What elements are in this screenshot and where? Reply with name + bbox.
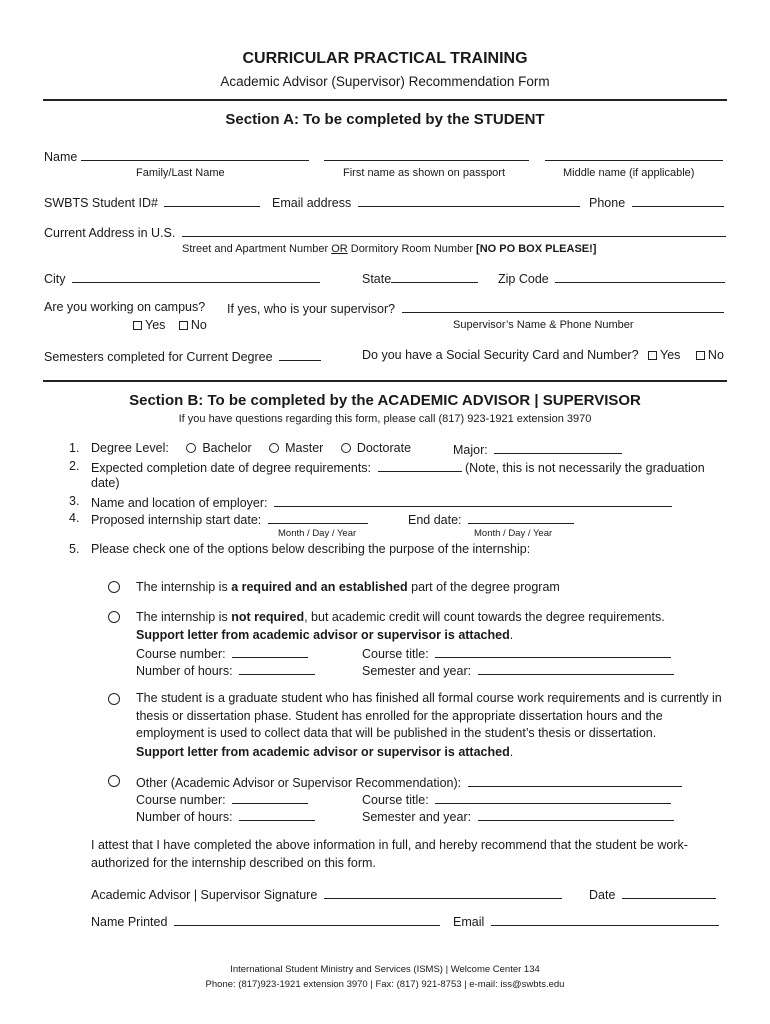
- q3-number: 3.: [69, 494, 80, 508]
- zip-row: [498, 270, 725, 286]
- opt4-course-number-field[interactable]: [232, 791, 308, 804]
- first-name-field[interactable]: [324, 148, 529, 161]
- q4-number: 4.: [69, 511, 80, 525]
- doctorate-radio[interactable]: [341, 443, 351, 453]
- option-required-radio[interactable]: [108, 581, 120, 593]
- city-label: City: [44, 272, 66, 286]
- address-label: Current Address in U.S.: [44, 226, 176, 240]
- completion-note-cont: date): [91, 476, 120, 490]
- major-field[interactable]: [494, 441, 622, 454]
- phone-label: Phone: [589, 196, 626, 210]
- campus-options: [133, 318, 207, 332]
- end-date-row: [408, 511, 574, 527]
- option-graduate-radio[interactable]: [108, 693, 120, 705]
- student-id-field[interactable]: [164, 194, 260, 207]
- footer-contact: Phone: (817)923-1921 extension 3970 | Fax: (817) 921-8753 | e-mail: iss@swbts.edu: [205, 979, 565, 990]
- start-date-hint: Month / Day / Year: [278, 528, 357, 539]
- contact-note: If you have questions regarding this form, please call (817) 923-1921 extension 3970: [178, 413, 592, 425]
- student-id-label: SWBTS Student ID#: [44, 196, 158, 210]
- name-printed-row: [91, 913, 440, 929]
- opt4-course-number-row: Course number:: [136, 791, 308, 807]
- option-not-required-text: The internship is not required, but academic credit will count towards the degree requirements.: [136, 610, 665, 624]
- address-row: [44, 224, 726, 240]
- divider: [43, 380, 727, 382]
- state-row: [362, 270, 478, 286]
- option-graduate-text: The student is a graduate student who has finished all formal course work requirements and is currently in thesis or dissertation phase. Student has enrolled for the appropriate dissertation hours and the employment is used to collect data that will be published in the student’s thesis or dissertation.: [136, 691, 722, 740]
- purpose-question: Please check one of the options below describing the purpose of the internship:: [91, 542, 531, 556]
- name-row: [44, 148, 723, 164]
- signature-date-field[interactable]: [622, 886, 716, 899]
- email-row: [272, 194, 580, 210]
- campus-no-checkbox[interactable]: [179, 321, 188, 330]
- opt2-course-title-row: Course title:: [362, 645, 671, 661]
- attestation-text: I attest that I have completed the above information in full, and hereby recommend that the student be work-authorized for the internship described on this form.: [91, 838, 688, 870]
- completion-date-label: Expected completion date of degree requirements:: [91, 461, 372, 475]
- email-field[interactable]: [358, 194, 580, 207]
- opt2-course-title-field[interactable]: [435, 645, 671, 658]
- completion-date-field[interactable]: [378, 459, 462, 472]
- supervisor-field[interactable]: [402, 300, 724, 313]
- option-other-field[interactable]: [468, 774, 682, 787]
- opt2-hours-row: Number of hours:: [136, 662, 315, 678]
- ssn-yes-checkbox[interactable]: [648, 351, 657, 360]
- ssn-no-label: No: [707, 348, 724, 362]
- opt4-hours-field[interactable]: [239, 808, 315, 821]
- start-date-field[interactable]: [268, 511, 368, 524]
- opt2-semester-row: Semester and year:: [362, 662, 674, 678]
- supervisor-row: [227, 300, 724, 316]
- section-b-title: Section B: To be completed by the ACADEMIC ADVISOR | SUPERVISOR: [129, 392, 641, 409]
- city-field[interactable]: [72, 270, 320, 283]
- name-printed-label: Name Printed: [91, 915, 168, 929]
- option-graduate-support: Support letter from academic advisor or supervisor is attached.: [136, 745, 514, 759]
- opt4-hours-row: Number of hours:: [136, 808, 315, 824]
- signature-date-label: Date: [589, 888, 616, 902]
- master-label: Master: [285, 441, 324, 455]
- opt2-semester-field[interactable]: [478, 662, 674, 675]
- phone-row: [589, 194, 724, 210]
- name-printed-field[interactable]: [174, 913, 440, 926]
- city-row: [44, 270, 320, 286]
- major-row: [453, 441, 622, 457]
- signature-field[interactable]: [324, 886, 562, 899]
- state-label: State: [362, 272, 392, 286]
- zip-field[interactable]: [555, 270, 725, 283]
- q5-number: 5.: [69, 542, 80, 556]
- q2-number: 2.: [69, 459, 80, 473]
- signature-label: Academic Advisor | Supervisor Signature: [91, 888, 318, 902]
- footer-office: International Student Ministry and Services (ISMS) | Welcome Center 134: [230, 964, 540, 975]
- advisor-email-label: Email: [453, 915, 485, 929]
- divider: [43, 99, 727, 101]
- end-date-hint: Month / Day / Year: [474, 528, 553, 539]
- family-name-hint: Family/Last Name: [136, 167, 225, 179]
- master-radio[interactable]: [269, 443, 279, 453]
- supervisor-hint: Supervisor’s Name & Phone Number: [453, 319, 634, 331]
- family-name-field[interactable]: [81, 148, 309, 161]
- ssn-question: Do you have a Social Security Card and Number?: [362, 348, 639, 362]
- start-date-label: Proposed internship start date:: [91, 513, 262, 527]
- option-not-required-radio[interactable]: [108, 611, 120, 623]
- option-not-required-support: Support letter from academic advisor or supervisor is attached.: [136, 628, 514, 642]
- end-date-field[interactable]: [468, 511, 574, 524]
- ssn-row: [362, 348, 724, 362]
- semesters-row: [44, 348, 321, 364]
- form-subtitle: Academic Advisor (Supervisor) Recommendation Form: [220, 74, 550, 89]
- advisor-email-row: [453, 913, 719, 929]
- form-title: CURRICULAR PRACTICAL TRAINING: [242, 50, 528, 67]
- bachelor-label: Bachelor: [202, 441, 252, 455]
- opt2-hours-field[interactable]: [239, 662, 315, 675]
- opt4-course-title-row: Course title:: [362, 791, 671, 807]
- campus-no-label: No: [190, 318, 207, 332]
- phone-field[interactable]: [632, 194, 724, 207]
- state-field[interactable]: [391, 270, 478, 283]
- signature-row: [91, 886, 562, 902]
- degree-level-row: [91, 441, 411, 455]
- email-label: Email address: [272, 196, 352, 210]
- address-field[interactable]: [182, 224, 726, 237]
- bachelor-radio[interactable]: [186, 443, 196, 453]
- option-other-row: Other (Academic Advisor or Supervisor Recommendation):: [136, 774, 682, 790]
- opt2-course-number-field[interactable]: [232, 645, 308, 658]
- degree-level-label: Degree Level:: [91, 441, 169, 455]
- zip-label: Zip Code: [498, 272, 549, 286]
- doctorate-label: Doctorate: [356, 441, 412, 455]
- q1-number: 1.: [69, 441, 80, 455]
- completion-date-row: [91, 459, 705, 475]
- opt4-semester-row: Semester and year:: [362, 808, 674, 824]
- employer-field[interactable]: [274, 494, 672, 507]
- campus-yes-checkbox[interactable]: [133, 321, 142, 330]
- semesters-label: Semesters completed for Current Degree: [44, 350, 273, 364]
- address-hint: Street and Apartment Number OR Dormitory Room Number [NO PO BOX PLEASE!]: [182, 243, 597, 255]
- semesters-field[interactable]: [279, 348, 321, 361]
- name-label: Name: [44, 150, 78, 164]
- opt4-semester-field[interactable]: [478, 808, 674, 821]
- option-other-radio[interactable]: [108, 775, 120, 787]
- opt4-course-title-field[interactable]: [435, 791, 671, 804]
- employer-label: Name and location of employer:: [91, 496, 268, 510]
- signature-date-row: [589, 886, 716, 902]
- opt2-course-number-row: Course number:: [136, 645, 308, 661]
- first-name-hint: First name as shown on passport: [343, 167, 506, 179]
- ssn-no-checkbox[interactable]: [696, 351, 705, 360]
- campus-question: Are you working on campus?: [44, 300, 206, 314]
- end-date-label: End date:: [408, 513, 462, 527]
- campus-yes-label: Yes: [145, 318, 166, 332]
- completion-note: (Note, this is not necessarily the graduation: [465, 461, 705, 475]
- employer-row: [91, 494, 672, 510]
- advisor-email-field[interactable]: [491, 913, 719, 926]
- ssn-yes-label: Yes: [660, 348, 681, 362]
- major-label: Major:: [453, 443, 488, 457]
- supervisor-label: If yes, who is your supervisor?: [227, 302, 396, 316]
- start-date-row: [91, 511, 368, 527]
- section-a-title: Section A: To be completed by the STUDENT: [225, 111, 545, 128]
- middle-name-field[interactable]: [545, 148, 723, 161]
- student-id-row: [44, 194, 260, 210]
- middle-name-hint: Middle name (if applicable): [563, 167, 695, 179]
- option-required-text: The internship is a required and an established part of the degree program: [136, 580, 560, 594]
